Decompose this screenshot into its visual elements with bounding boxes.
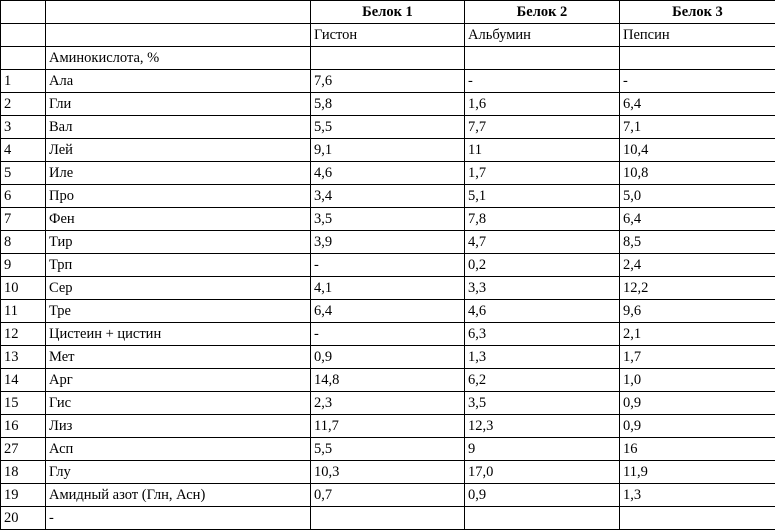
protein-3-value-cell: 6,4: [620, 93, 775, 116]
protein-3-value-cell: 8,5: [620, 231, 775, 254]
table-row: [1, 300, 775, 323]
protein-3-value-cell: 2,1: [620, 323, 775, 346]
protein-1-value-cell: [311, 507, 465, 530]
protein-3-value-cell: 2,4: [620, 254, 775, 277]
amino-acid-cell: Тре: [46, 300, 311, 323]
protein-1-value-cell: 10,3: [311, 461, 465, 484]
header-empty-cell: [46, 1, 311, 24]
row-number-cell: 2: [1, 93, 46, 116]
protein-1-value-cell: 9,1: [311, 139, 465, 162]
protein-3-value-cell: 1,7: [620, 346, 775, 369]
protein-3-value-cell: 1,3: [620, 484, 775, 507]
amino-acid-cell: Глу: [46, 461, 311, 484]
protein-header-row: [1, 1, 775, 24]
amino-acid-cell: Арг: [46, 369, 311, 392]
protein-3-value-cell: -: [620, 70, 775, 93]
protein-1-value-cell: 2,3: [311, 392, 465, 415]
table-row: [1, 277, 775, 300]
section-empty-cell-3: [620, 47, 775, 70]
table-row: [1, 507, 775, 530]
table-row: [1, 208, 775, 231]
row-number-cell: 3: [1, 116, 46, 139]
protein-2-value-cell: 1,6: [465, 93, 620, 116]
table-row: [1, 369, 775, 392]
protein-1-value-cell: -: [311, 323, 465, 346]
table-row: [1, 484, 775, 507]
table-row: [1, 346, 775, 369]
protein-2-value-cell: 1,3: [465, 346, 620, 369]
protein-1-name: Гистон: [311, 24, 465, 47]
protein-3-value-cell: 12,2: [620, 277, 775, 300]
protein-3-value-cell: 10,4: [620, 139, 775, 162]
protein-name-row: [1, 24, 775, 47]
protein-3-value-cell: 10,8: [620, 162, 775, 185]
protein-2-value-cell: 11: [465, 139, 620, 162]
protein-3-value-cell: 5,0: [620, 185, 775, 208]
row-number-cell: 11: [1, 300, 46, 323]
protein-2-value-cell: 6,3: [465, 323, 620, 346]
section-corner-cell: [1, 47, 46, 70]
protein-1-value-cell: 3,5: [311, 208, 465, 231]
amino-acid-cell: Иле: [46, 162, 311, 185]
row-number-cell: 15: [1, 392, 46, 415]
protein-2-value-cell: 12,3: [465, 415, 620, 438]
row-number-cell: 18: [1, 461, 46, 484]
amino-acid-cell: Амидный азот (Глн, Асн): [46, 484, 311, 507]
protein-1-value-cell: 11,7: [311, 415, 465, 438]
table-row: [1, 70, 775, 93]
amino-acid-cell: Асп: [46, 438, 311, 461]
protein-2-value-cell: 3,3: [465, 277, 620, 300]
protein-3-value-cell: 6,4: [620, 208, 775, 231]
amino-acid-cell: Про: [46, 185, 311, 208]
section-empty-cell-1: [311, 47, 465, 70]
protein-3-name: Пепсин: [620, 24, 775, 47]
protein-1-value-cell: 3,4: [311, 185, 465, 208]
protein-2-value-cell: 0,9: [465, 484, 620, 507]
amino-acid-cell: Лиз: [46, 415, 311, 438]
protein-2-name: Альбумин: [465, 24, 620, 47]
protein-2-header: Белок 2: [465, 1, 620, 24]
protein-3-value-cell: 1,0: [620, 369, 775, 392]
protein-1-value-cell: 7,6: [311, 70, 465, 93]
table-row: [1, 162, 775, 185]
protein-2-value-cell: -: [465, 70, 620, 93]
protein-3-value-cell: 16: [620, 438, 775, 461]
protein-3-value-cell: 0,9: [620, 392, 775, 415]
section-label: Аминокислота, %: [46, 47, 311, 70]
row-number-cell: 27: [1, 438, 46, 461]
name-row-empty-cell: [46, 24, 311, 47]
table-row: [1, 392, 775, 415]
row-number-cell: 10: [1, 277, 46, 300]
row-number-cell: 9: [1, 254, 46, 277]
amino-acid-cell: Гис: [46, 392, 311, 415]
protein-3-value-cell: [620, 507, 775, 530]
table-row: [1, 438, 775, 461]
row-number-cell: 5: [1, 162, 46, 185]
row-number-cell: 4: [1, 139, 46, 162]
protein-1-value-cell: 5,5: [311, 438, 465, 461]
row-number-cell: 8: [1, 231, 46, 254]
protein-1-value-cell: -: [311, 254, 465, 277]
table-row: [1, 415, 775, 438]
protein-2-value-cell: 7,8: [465, 208, 620, 231]
amino-acid-cell: Вал: [46, 116, 311, 139]
protein-3-value-cell: 7,1: [620, 116, 775, 139]
table-row: [1, 93, 775, 116]
amino-acid-cell: Тир: [46, 231, 311, 254]
row-number-cell: 14: [1, 369, 46, 392]
amino-acid-cell: Ала: [46, 70, 311, 93]
table-row: [1, 185, 775, 208]
protein-1-value-cell: 14,8: [311, 369, 465, 392]
amino-acid-cell: Гли: [46, 93, 311, 116]
protein-2-value-cell: 6,2: [465, 369, 620, 392]
protein-3-value-cell: 0,9: [620, 415, 775, 438]
table-row: [1, 254, 775, 277]
name-row-corner-cell: [1, 24, 46, 47]
table-row: [1, 461, 775, 484]
row-number-cell: 13: [1, 346, 46, 369]
row-number-cell: 16: [1, 415, 46, 438]
table-row: [1, 116, 775, 139]
amino-acid-cell: Лей: [46, 139, 311, 162]
table-row: [1, 231, 775, 254]
amino-acid-cell: Цистеин + цистин: [46, 323, 311, 346]
protein-2-value-cell: [465, 507, 620, 530]
amino-acid-cell: Фен: [46, 208, 311, 231]
table-row: [1, 139, 775, 162]
row-number-cell: 6: [1, 185, 46, 208]
protein-1-value-cell: 5,5: [311, 116, 465, 139]
table-row: [1, 323, 775, 346]
row-number-cell: 19: [1, 484, 46, 507]
protein-2-value-cell: 3,5: [465, 392, 620, 415]
amino-acid-cell: Мет: [46, 346, 311, 369]
protein-2-value-cell: 4,7: [465, 231, 620, 254]
protein-2-value-cell: 4,6: [465, 300, 620, 323]
amino-acid-cell: Трп: [46, 254, 311, 277]
protein-1-value-cell: 6,4: [311, 300, 465, 323]
protein-1-value-cell: 4,1: [311, 277, 465, 300]
section-label-row: [1, 47, 775, 70]
protein-1-value-cell: 3,9: [311, 231, 465, 254]
protein-3-value-cell: 9,6: [620, 300, 775, 323]
protein-2-value-cell: 7,7: [465, 116, 620, 139]
row-number-cell: 12: [1, 323, 46, 346]
header-corner-cell: [1, 1, 46, 24]
protein-3-header: Белок 3: [620, 1, 775, 24]
row-number-cell: 7: [1, 208, 46, 231]
row-number-cell: 1: [1, 70, 46, 93]
amino-acid-cell: Сер: [46, 277, 311, 300]
protein-2-value-cell: 0,2: [465, 254, 620, 277]
section-empty-cell-2: [465, 47, 620, 70]
protein-1-header: Белок 1: [311, 1, 465, 24]
protein-1-value-cell: 0,7: [311, 484, 465, 507]
protein-1-value-cell: 4,6: [311, 162, 465, 185]
amino-acid-cell: -: [46, 507, 311, 530]
protein-1-value-cell: 5,8: [311, 93, 465, 116]
protein-2-value-cell: 1,7: [465, 162, 620, 185]
protein-2-value-cell: 9: [465, 438, 620, 461]
protein-3-value-cell: 11,9: [620, 461, 775, 484]
protein-2-value-cell: 17,0: [465, 461, 620, 484]
protein-1-value-cell: 0,9: [311, 346, 465, 369]
protein-2-value-cell: 5,1: [465, 185, 620, 208]
row-number-cell: 20: [1, 507, 46, 530]
